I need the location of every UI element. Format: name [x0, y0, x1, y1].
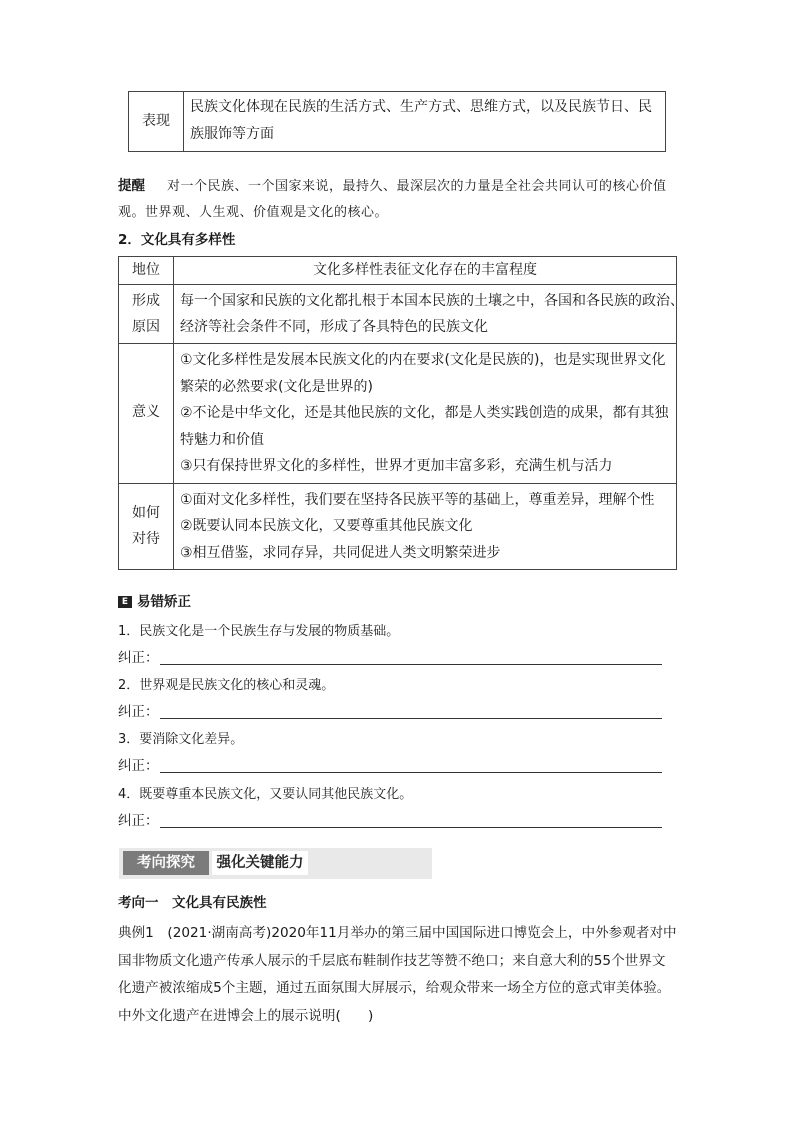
reminder-line-2: 观。世界观、人生观、价值观是文化的核心。 [118, 205, 389, 220]
row-label [119, 483, 174, 570]
correction-label-1: 纠正： [118, 650, 159, 666]
example-line: 典例1 (2021·湖南高考)2020年11月举办的第三届中国国际进口博览会上，中外参观者对中 [118, 925, 677, 941]
top-table-label: 表现 [129, 92, 184, 152]
row-content [174, 344, 677, 484]
header-position: 地位 [119, 257, 174, 285]
example-line: 中外文化遗产在进博会上的展示说明( ) [118, 1007, 374, 1024]
diversity-table-header [119, 257, 677, 285]
row-content [174, 285, 684, 344]
table-row [119, 483, 677, 570]
direction1-title: 考向一 文化具有民族性 [118, 895, 267, 911]
top-table-content [184, 92, 666, 152]
reminder-line-1: 对一个民族、一个国家来说，最持久、最深层次的力量是全社会共同认可的核心价值 [167, 179, 667, 194]
correction-answer-line[interactable] [160, 718, 662, 719]
row-content-line: 经济等社会条件不同，形成了各具特色的民族文化 [180, 319, 488, 335]
row-content-line: ③只有保持世界文化的多样性，世界才更加丰富多彩，充满生机与活力 [180, 458, 613, 474]
row-label-line: 原因 [132, 319, 160, 335]
reminder-tag: 提醒 [118, 178, 145, 194]
top-table-line: 族服饰等方面 [190, 126, 274, 142]
row-content-line: ②不论是中华文化，还是其他民族的文化，都是人类实践创造的成果，都有其独 [180, 405, 669, 421]
row-label-line: 形成 [132, 293, 160, 309]
banner-left-label: 考向探究 [123, 851, 209, 875]
correction-answer-line[interactable] [160, 664, 662, 665]
banner-right-label: 强化关键能力 [212, 851, 308, 875]
correction-label-2: 纠正： [118, 704, 159, 720]
top-table [128, 91, 666, 152]
row-label [119, 285, 174, 344]
error-item-3: 3．要消除文化差异。 [118, 732, 244, 747]
correction-label-3: 纠正： [118, 758, 159, 774]
row-label: 意义 [119, 344, 174, 484]
error-item-4: 4．既要尊重本民族文化，又要认同其他民族文化。 [118, 787, 413, 802]
row-content-line: ③相互借鉴，求同存异，共同促进人类文明繁荣进步 [180, 544, 501, 561]
row-content-line: 特魅力和价值 [180, 431, 264, 448]
row-content-line: ②既要认同本民族文化，又要尊重其他民族文化 [180, 518, 473, 534]
section2-title: 2．文化具有多样性 [118, 232, 236, 248]
example-line: 化遗产被浓缩成5个主题，通过五面氛围大屏展示，给观众带来一场全方位的意式审美体验。 [118, 980, 671, 996]
row-label-line: 如何 [132, 505, 160, 522]
diversity-table [118, 256, 684, 570]
table-row [119, 285, 677, 344]
error-item-2: 2．世界观是民族文化的核心和灵魂。 [118, 678, 335, 693]
correction-answer-line[interactable] [160, 827, 662, 828]
error-correction-icon: E [118, 596, 132, 608]
correction-label-4: 纠正： [118, 813, 159, 829]
row-content-line: 每一个国家和民族的文化都扎根于本国本民族的土壤之中，各国和各民族的政治、 [180, 293, 684, 309]
correction-answer-line[interactable] [160, 772, 662, 773]
row-content-line: ①面对文化多样性，我们要在坚持各民族平等的基础上，尊重差异，理解个性 [180, 491, 655, 508]
example-line: 国非物质文化遗产传承人展示的千层底布鞋制作技艺等赞不绝口；来自意大利的55个世界文 [118, 952, 666, 969]
top-table-line: 民族文化体现在民族的生活方式、生产方式、思维方式，以及民族节日、民 [190, 99, 652, 115]
row-label-line: 对待 [132, 531, 160, 548]
example-block [118, 920, 678, 1030]
error-item-1: 1．民族文化是一个民族生存与发展的物质基础。 [118, 624, 400, 639]
table-row [119, 344, 677, 484]
row-content-line: ①文化多样性是发展本民族文化的内在要求(文化是民族的)，也是实现世界文化 [180, 352, 666, 368]
row-content-line: 繁荣的必然要求(文化是世界的) [180, 378, 373, 395]
error-section-title: 易错矫正 [137, 594, 191, 610]
header-summary: 文化多样性表征文化存在的丰富程度 [174, 257, 677, 285]
row-content [174, 483, 677, 570]
